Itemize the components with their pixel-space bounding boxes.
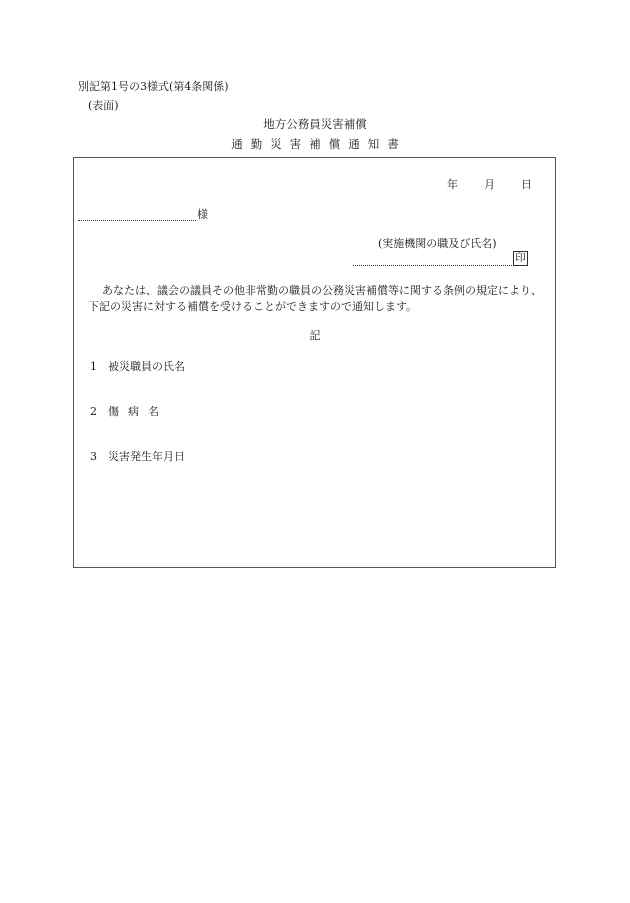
date-year-label: 年: [447, 178, 458, 191]
item-number: 3: [90, 450, 97, 463]
item-accident-date: [90, 450, 185, 463]
item-label: 傷病名: [108, 405, 168, 418]
form-number: 別記第1号の3様式(第4条関係): [78, 80, 229, 93]
notice-body: あなたは、議会の議員その他非常勤の職員の公務災害補償等に関する条例の規定により、下記の災害に対する補償を受けることができますので通知します。: [88, 284, 542, 313]
date-day-label: 日: [521, 178, 532, 191]
seal-mark: 印: [513, 251, 528, 266]
document-title: 地方公務員災害補償: [263, 117, 367, 131]
item-victim-name: [90, 360, 185, 373]
date-month-label: 月: [484, 178, 495, 191]
ki-heading: 記: [309, 329, 321, 342]
date-line: [447, 178, 532, 191]
addressee-field[interactable]: [78, 220, 196, 221]
issuer-name-field[interactable]: [353, 265, 512, 266]
side-label: (表面): [88, 99, 119, 112]
item-injury: [90, 405, 168, 418]
item-label: 被災職員の氏名: [108, 360, 185, 373]
item-number: 1: [90, 360, 97, 373]
item-number: 2: [90, 405, 97, 418]
addressee-suffix: 様: [197, 208, 208, 221]
document-subtitle: 通勤災害補償通知書: [231, 137, 407, 151]
item-label: 災害発生年月日: [108, 450, 185, 463]
issuer-label: (実施機関の職及び氏名): [378, 237, 497, 250]
